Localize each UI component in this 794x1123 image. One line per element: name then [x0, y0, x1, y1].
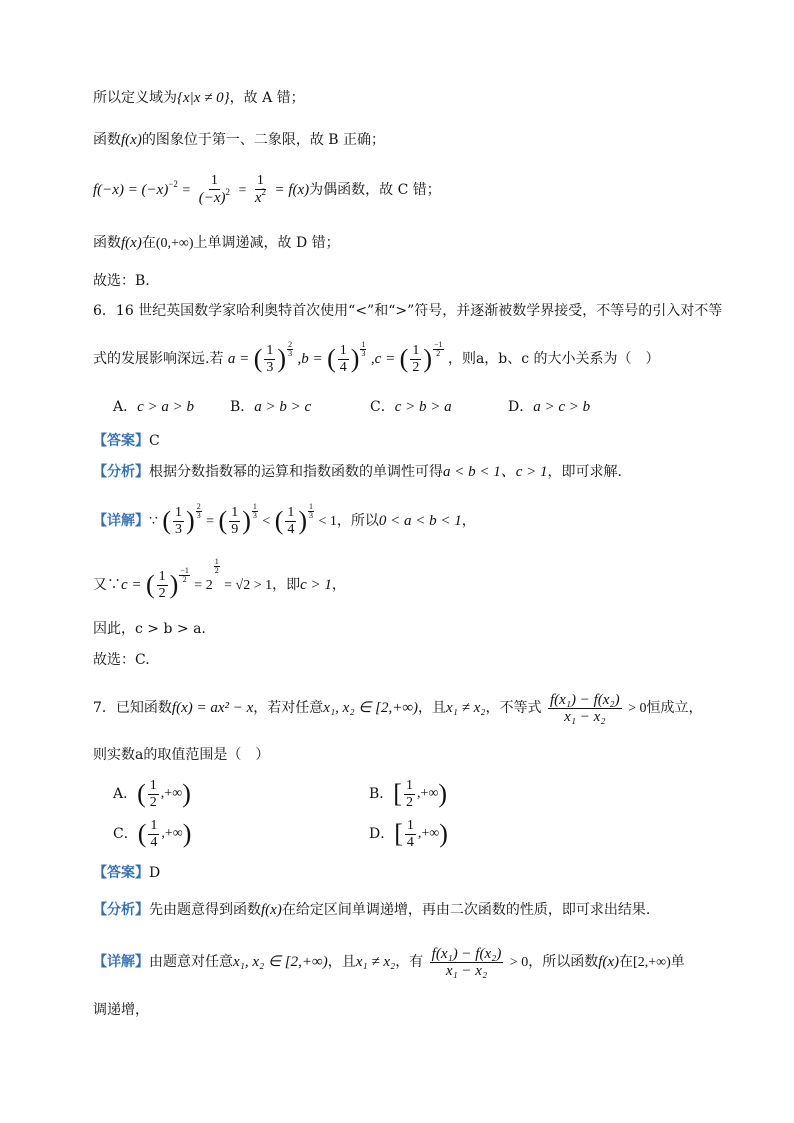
fraction: [548, 692, 622, 725]
text: < 1，所以: [318, 514, 379, 529]
math-interval: [2,+∞): [633, 955, 671, 970]
var-c: ,c =: [370, 351, 396, 367]
prev-line-monotone: [93, 233, 340, 254]
q6-stem-line2: [93, 340, 660, 378]
sign: −: [433, 339, 439, 349]
math-func: f(x) = ax² − x: [171, 700, 254, 716]
text: ，且: [418, 700, 447, 716]
exponent: −2: [168, 179, 178, 189]
text: ，: [461, 513, 476, 529]
text: ，所以函数: [528, 954, 599, 970]
option-label: C．: [370, 399, 395, 415]
numerator: 1: [412, 342, 420, 358]
bracket: ): [182, 819, 192, 848]
den-text: x: [254, 190, 262, 206]
q6-choice: [93, 650, 150, 670]
math-func: f(x): [598, 954, 620, 970]
math-vars: x₁, x₂ ∈ [2,+∞): [233, 954, 328, 970]
numerator: 1: [406, 817, 414, 833]
power-b: ( $\frac{1}{4}$ ) $\frac{1}{3}$: [327, 339, 366, 375]
answer-tag: 【答案】: [93, 865, 149, 881]
denominator: 3: [288, 348, 293, 358]
power-c: ( $\frac{1}{2}$ ) −1 2: [399, 339, 443, 375]
q7-detail-line1: [93, 944, 685, 981]
q7-stem-line2: [93, 745, 269, 765]
text: ，即可求解.: [547, 464, 622, 480]
text: 由题意对任意: [149, 954, 233, 970]
math-rhs: = f(x): [274, 182, 310, 198]
option-label: C．: [113, 826, 138, 842]
because-symbol: ∵: [149, 514, 158, 529]
q7-option-c[interactable]: [113, 816, 191, 852]
numerator: 2: [288, 339, 293, 349]
prev-choice: [93, 271, 150, 291]
answer-tag: 【答案】: [93, 433, 149, 449]
answer-value: D: [149, 865, 161, 881]
bracket: (: [137, 819, 147, 848]
text: 所以定义域为: [93, 90, 177, 106]
numerator: f(x₁) − f(x₂): [431, 945, 502, 962]
numerator: 1: [266, 342, 274, 358]
text: ，: [331, 577, 346, 593]
bracket: ): [438, 779, 448, 808]
math-interval: (0,+∞): [155, 236, 194, 251]
denominator: [253, 187, 268, 207]
text: ，有: [395, 954, 424, 970]
option-text: ,+∞: [161, 826, 183, 841]
power: ( $\frac{1}{9}$ ) 1 3: [218, 501, 257, 537]
math-vars: x₁, x₂ ∈ [2,+∞): [323, 700, 419, 716]
text: ，即: [272, 577, 301, 593]
fraction: [338, 343, 349, 376]
denominator: 2: [149, 794, 157, 810]
denominator: 3: [361, 348, 366, 358]
text: ，且: [327, 954, 356, 970]
option-label: D．: [369, 826, 395, 842]
q6-answer: [93, 431, 160, 451]
math: > 0: [509, 955, 529, 970]
q6-stem-line1: [93, 301, 722, 321]
q7-analysis: [93, 900, 650, 920]
exponent: 2: [261, 187, 266, 197]
option-text: a > b > c: [254, 399, 312, 415]
text: 单: [670, 954, 685, 970]
power: ( $\frac{1}{2}$ ) −1 2: [145, 565, 189, 601]
q6-option-c[interactable]: [370, 397, 452, 417]
q6-option-a[interactable]: [113, 397, 194, 417]
exponent-fraction: [287, 341, 293, 358]
analysis-tag: 【分析】: [93, 902, 149, 918]
fraction: [253, 173, 268, 207]
den-text: (−x): [198, 190, 226, 206]
denominator: 4: [339, 359, 347, 375]
numerator: 1: [149, 777, 157, 793]
math: = 2: [194, 578, 213, 593]
text: 函数: [93, 235, 121, 251]
option-label: D．: [508, 399, 534, 415]
analysis-tag: 【分析】: [93, 464, 149, 480]
var-a: a =: [227, 351, 250, 367]
denominator: 3: [266, 359, 274, 375]
math-set: {x|x ≠ 0}: [177, 90, 230, 106]
denominator: 4: [150, 834, 158, 850]
var-b: ,b =: [297, 351, 323, 367]
math-func: f(x): [121, 235, 142, 251]
math: c > 1: [300, 577, 332, 593]
denominator: 2: [436, 348, 441, 358]
math: a < b < 1、c > 1: [443, 464, 548, 480]
answer-value: C: [149, 433, 160, 449]
q7-stem-line1: [93, 690, 703, 727]
fraction: [410, 343, 421, 376]
text: 7．已知函数: [93, 700, 172, 716]
option-text: c > a > b: [137, 399, 195, 415]
q6-detail-line1: 【详解】∵ ( $\frac{1}{3}$ ) 2 3 = ( $\frac{1}{9}$ ) 1 3 < ( $\frac{1}{4}$ ) 1 3 < 1，所以0 < a < b < 1，: [93, 501, 476, 537]
prev-line-quadrant: [93, 130, 385, 150]
option-label: B．: [369, 786, 394, 802]
bracket: ): [182, 779, 191, 808]
fraction: [430, 946, 504, 979]
numerator: 1: [339, 342, 347, 358]
text: 恒成立，: [646, 700, 703, 716]
detail-tag: 【详解】: [93, 513, 149, 529]
numerator: 1: [256, 173, 264, 188]
denominator: [197, 187, 232, 207]
equals: =: [238, 183, 247, 198]
exponent: 2: [225, 187, 231, 197]
text: ，则a，b、c 的大小关系为（ ）: [447, 351, 660, 367]
math: 0 < a < b < 1: [378, 513, 462, 529]
math-neq: x₁ ≠ x₂: [446, 700, 486, 716]
prev-line-domain: [93, 88, 305, 108]
text: 又∵: [93, 577, 121, 593]
numerator: 1: [150, 817, 158, 833]
option-text: ,+∞: [160, 786, 183, 801]
text: 上单调递减，故 D 错；: [193, 235, 340, 251]
fraction: [197, 173, 232, 207]
text: 根据分数指数幂的运算和指数函数的单调性可得: [149, 464, 443, 480]
text: 6．16 世纪英国数学家哈利奥特首次使用“<”和“>”符号，并逐渐被数学界接受，不等号的引入对不等: [93, 303, 723, 319]
option-text: ,+∞: [416, 786, 439, 801]
text: 为偶函数，故 C 错；: [309, 182, 441, 198]
q6-option-d[interactable]: [508, 397, 590, 417]
text: 式的发展影响深远.若: [93, 351, 224, 367]
math-neq: x₁ ≠ x₂: [355, 954, 396, 970]
option-text: a > c > b: [533, 399, 591, 415]
text: 故选：B.: [93, 273, 150, 289]
math-lhs: f(−x) = (−x): [93, 182, 169, 198]
math: > 0: [628, 701, 647, 716]
detail-tag: 【详解】: [93, 954, 149, 970]
power-a: ( $\frac{1}{3}$ ) $\frac{2}{3}$: [253, 339, 293, 375]
text: ，若对任意: [253, 700, 324, 716]
math-func: f(x): [261, 902, 282, 918]
power: ( $\frac{1}{3}$ ) 2 3: [162, 501, 201, 537]
text: 在: [619, 954, 634, 970]
numerator: 1: [438, 339, 443, 349]
bracket: [: [394, 819, 403, 848]
text: 故选：C.: [93, 652, 150, 668]
text: 函数: [93, 132, 121, 148]
exponent-fraction: [360, 341, 366, 358]
math: = √2 > 1: [224, 578, 273, 593]
denominator: 2: [405, 794, 413, 810]
q6-detail-line3: [93, 619, 206, 639]
prev-line-even: [93, 172, 441, 209]
denominator: x₁ − x₂: [445, 962, 488, 979]
bracket: [: [393, 779, 402, 808]
q7-answer: [93, 863, 160, 883]
q7-option-a[interactable]: [113, 776, 191, 812]
option-label: B．: [230, 399, 255, 415]
option-text: ,+∞: [417, 826, 440, 841]
var-c: c =: [121, 577, 142, 593]
numerator: 1: [361, 339, 366, 349]
bracket: (: [137, 779, 146, 808]
numerator: f(x₁) − f(x₂): [549, 691, 620, 708]
math-func: f(x): [121, 132, 142, 148]
text: 则实数a的取值范围是（ ）: [93, 747, 270, 763]
power: ( $\frac{1}{4}$ ) 1 3: [274, 501, 314, 537]
denominator: x₁ − x₂: [564, 708, 606, 725]
q7-detail-line2: [93, 1000, 149, 1020]
option-label: A．: [113, 399, 138, 415]
numerator: 1: [210, 173, 218, 188]
text: 在给定区间单调递增，再由二次函数的性质，即可求出结果.: [281, 902, 651, 918]
denominator: 2: [412, 359, 420, 375]
text: 先由题意得到函数: [149, 902, 261, 918]
equals: =: [182, 183, 191, 198]
option-label: A．: [113, 786, 138, 802]
denominator: 4: [406, 834, 414, 850]
q6-option-b[interactable]: [230, 397, 311, 417]
text: ，不等式: [485, 700, 542, 716]
text: 调递增，: [93, 1002, 149, 1018]
text: 在: [141, 235, 156, 251]
q7-option-d[interactable]: [369, 816, 448, 852]
text: 的图象位于第一、二象限，故 B 正确；: [141, 132, 386, 148]
option-text: c > b > a: [394, 399, 452, 415]
bracket: ): [439, 819, 448, 848]
q6-analysis: [93, 462, 622, 482]
exponent-fraction: [433, 341, 444, 358]
q6-detail-line2: 又∵c = ( $\frac{1}{2}$ ) −1 2 = 2 $\frac{1}{2}$ = √2 > 1，即c > 1，: [93, 557, 346, 601]
fraction: [264, 343, 275, 376]
text: 因此，c > b > a.: [93, 621, 206, 637]
q7-option-b[interactable]: [369, 776, 447, 812]
numerator: 1: [405, 777, 413, 793]
text: ，故 A 错；: [229, 90, 305, 106]
